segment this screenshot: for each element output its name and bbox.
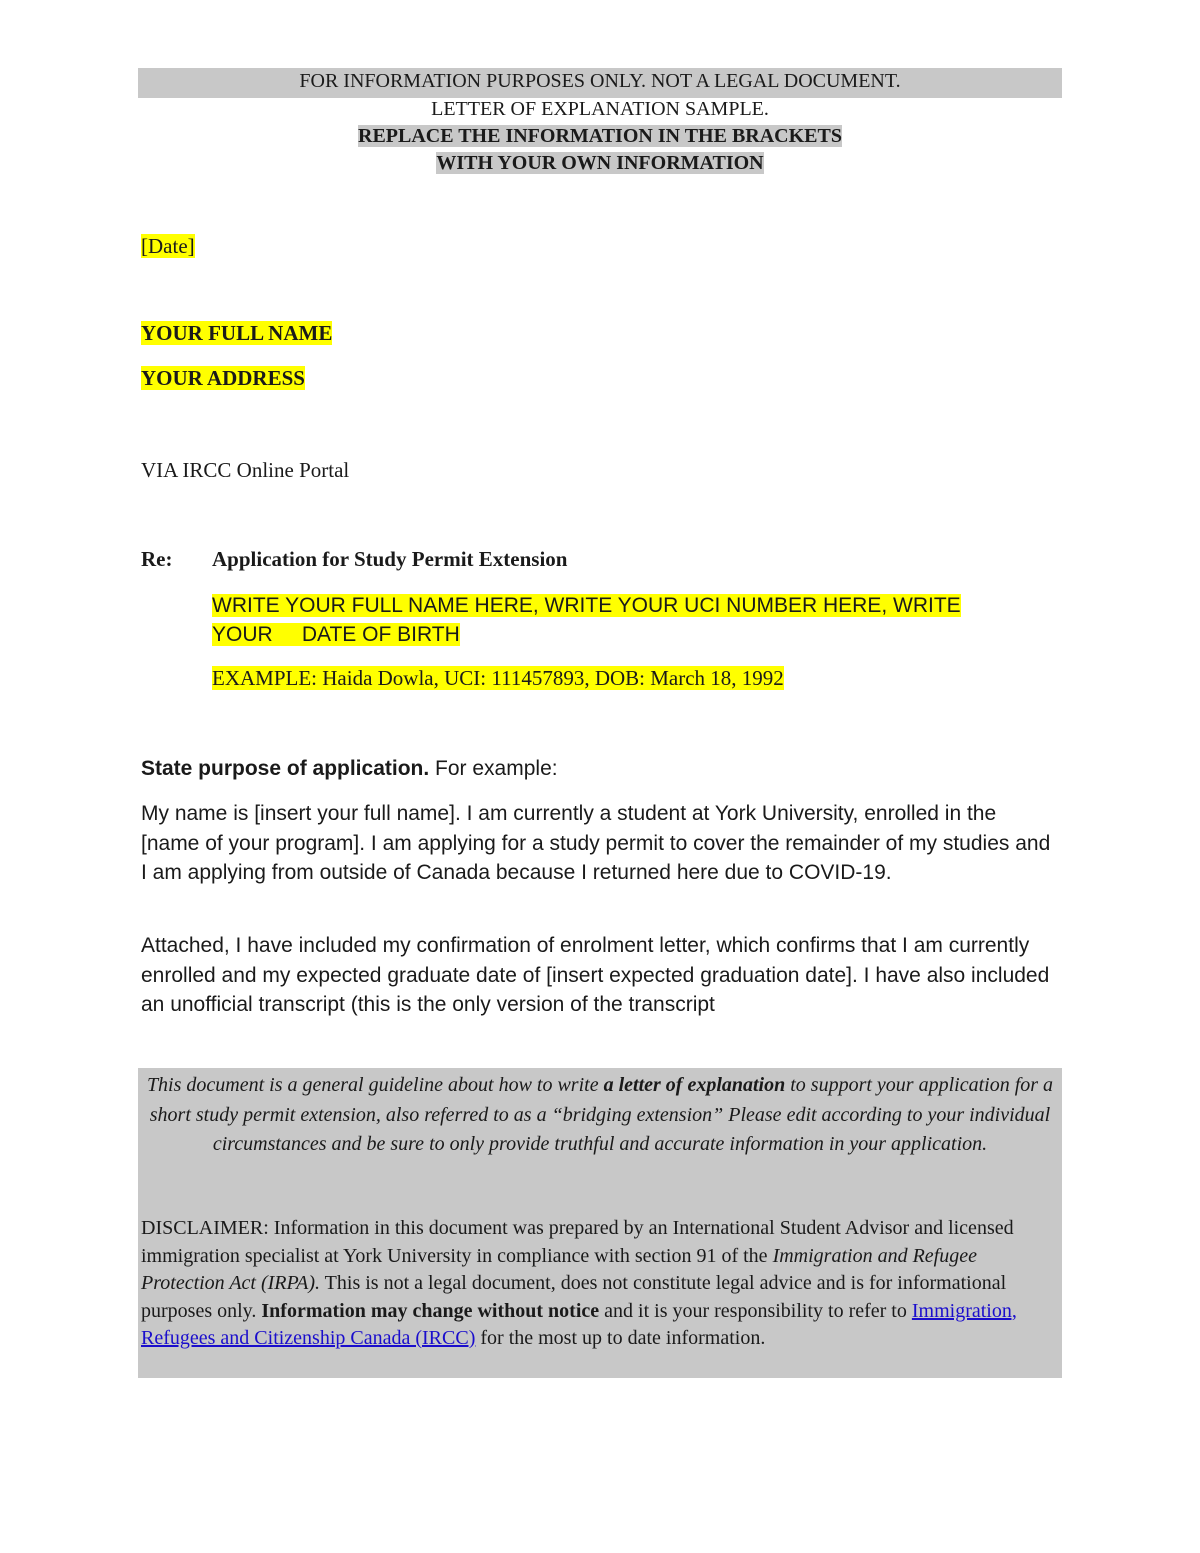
date-placeholder: [Date] [141,234,195,258]
purpose-paragraph-2: Attached, I have included my confirmation of enrolment letter, which confirms that I am currently enrolled and my expected graduate date of [insert expected graduation date]. I have also included an unofficial transcript (this is the only version of the transcript [141,934,1050,1016]
purpose-paragraph-1: My name is [insert your full name]. I am currently a student at York University, enrolled in the [name of your program]. I am applying for a study permit to cover the remainder of my studies and I am applying from outside of Canada because I returned here due to COVID-19. [141,802,1051,884]
re-subject: Application for Study Permit Extension [212,547,568,571]
address-placeholder: YOUR ADDRESS [141,366,305,390]
re-details: WRITE YOUR FULL NAME HERE, WRITE YOUR UCI NUMBER HERE, WRITE YOUR DATE OF BIRTH [212,594,961,646]
purpose-heading: State purpose of application. For example: [141,757,558,780]
full-name-placeholder: YOUR FULL NAME [141,321,333,345]
header-line-2: LETTER OF EXPLANATION SAMPLE. [431,98,769,120]
header-line-3: REPLACE THE INFORMATION IN THE BRACKETS [358,125,842,147]
re-example: EXAMPLE: Haida Dowla, UCI: 111457893, DOB: March 18, 1992 [212,666,784,690]
header-line-4: WITH YOUR OWN INFORMATION [436,152,764,174]
ircc-link[interactable]: Immigration, Refugees and Citizenship Canada (IRCC) [141,1299,1017,1349]
re-label: Re: [141,547,173,571]
disclaimer: DISCLAIMER: Information in this document was prepared by an International Student Advisor and licensed immigration specialist at York University in compliance with section 91 of the Immigration and Refugee Protection Act (IRPA). This is not a legal document, does not constitute legal advice and is for informational purposes only. Information may change without notice and it is your responsibility to refer to Immigration, Refugees and Citizenship Canada (IRCC) for the most up to date information. [141,1217,1017,1349]
guideline-note: This document is a general guideline about how to write a letter of explanation to support your application for a short study permit extension, also referred to as a “bridging extension” Please edit according to your individual circumstances and be sure to only provide truthful and accurate information in your application. [146,1074,1054,1155]
header-line-1: FOR INFORMATION PURPOSES ONLY. NOT A LEGAL DOCUMENT. [299,70,901,92]
via-line: VIA IRCC Online Portal [141,458,350,482]
